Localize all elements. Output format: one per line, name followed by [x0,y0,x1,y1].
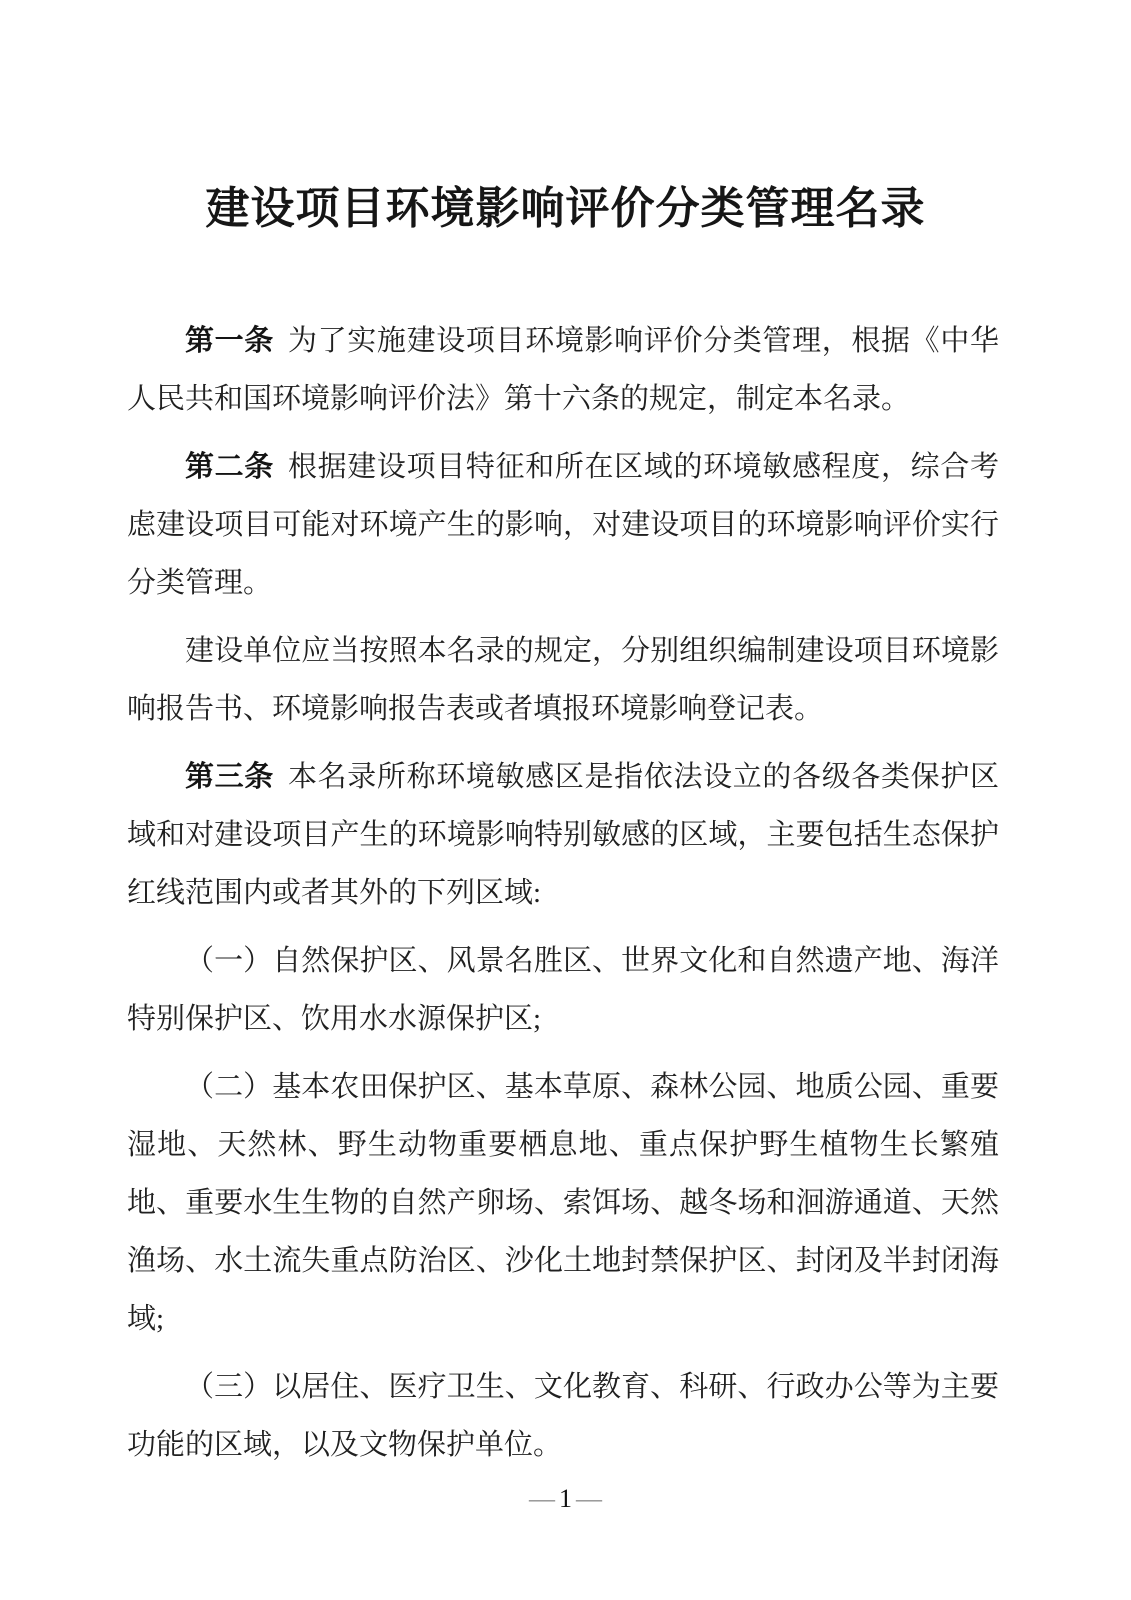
page-footer [0,1484,1131,1514]
article-3-text: 本名录所称环境敏感区是指依法设立的各级各类保护区域和对建设项目产生的环境影响特别敏感的区域，主要包括生态保护红线范围内或者其外的下列区域: [127,761,999,909]
document-title: 建设项目环境影响评价分类管理名录 [205,184,926,233]
article-3-item-3-text: （三）以居住、医疗卫生、文化教育、科研、行政办公等为主要功能的区域，以及文物保护单位。 [127,1371,999,1461]
article-2-text: 根据建设项目特征和所在区域的环境敏感程度，综合考虑建设项目可能对环境产生的影响，对建设项目的环境影响评价实行分类管理。 [127,451,999,599]
article-3-item-2-text: （二）基本农田保护区、基本草原、森林公园、地质公园、重要湿地、天然林、野生动物重要栖息地、重点保护野生植物生长繁殖地、重要水生生物的自然产卵场、索饵场、越冬场和洄游通道、天然渔场、水土流失重点防治区、沙化土地封禁保护区、封闭及半封闭海域; [127,1071,999,1335]
footer-right-dash: — [576,1484,602,1513]
article-3-item-1 [127,932,999,1048]
document-body [127,312,999,1474]
article-3-label: 第三条 [185,761,274,793]
article-3-paragraph [127,748,999,922]
article-1-label: 第一条 [185,325,274,357]
footer-left-dash: — [529,1484,555,1513]
article-1-text: 为了实施建设项目环境影响评价分类管理，根据《中华人民共和国环境影响评价法》第十六条的规定，制定本名录。 [127,325,999,415]
article-3-item-3 [127,1358,999,1474]
page-number: 1 [559,1484,572,1513]
article-2-sub-text: 建设单位应当按照本名录的规定，分别组织编制建设项目环境影响报告书、环境影响报告表或者填报环境影响登记表。 [127,635,999,725]
article-3-item-2 [127,1058,999,1348]
article-2-paragraph [127,438,999,612]
article-3-item-1-text: （一）自然保护区、风景名胜区、世界文化和自然遗产地、海洋特别保护区、饮用水水源保护区; [127,945,999,1035]
article-2-subparagraph [127,622,999,738]
article-2-label: 第二条 [185,451,274,483]
article-1-paragraph [127,312,999,428]
